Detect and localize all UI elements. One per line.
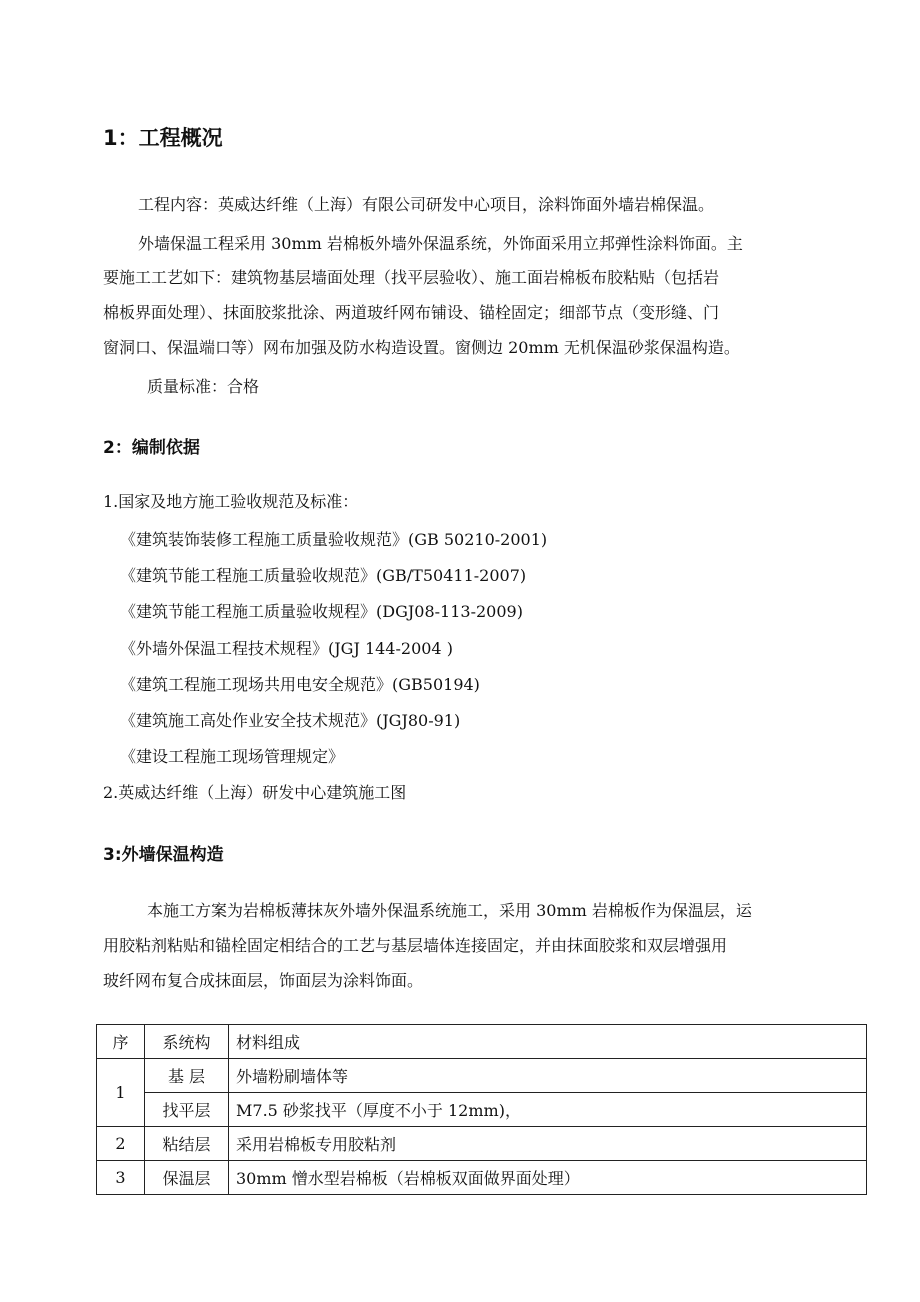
table-row xyxy=(97,1059,867,1093)
header-no: 序 xyxy=(97,1025,145,1059)
basis-item-1: 1.国家及地方施工验收规范及标准： xyxy=(103,492,359,511)
standard-item: 《建筑节能工程施工质量验收规程》(DGJ08-113-2009) xyxy=(120,602,523,621)
table-row xyxy=(97,1093,867,1127)
standard-item: 《建设工程施工现场管理规定》 xyxy=(120,747,345,766)
row-layer: 保温层 xyxy=(145,1161,229,1195)
construction-description-line: 玻纤网布复合成抹面层，饰面层为涂料饰面。 xyxy=(103,971,424,990)
quality-standard-line: 质量标准：合格 xyxy=(147,377,260,396)
standard-item: 《建筑工程施工现场共用电安全规范》(GB50194) xyxy=(120,675,480,694)
table-row xyxy=(97,1161,867,1195)
row-material: 外墙粉刷墙体等 xyxy=(229,1059,867,1093)
standard-item: 《外墙外保温工程技术规程》(JGJ 144-2004 ) xyxy=(120,639,453,658)
construction-description-line: 本施工方案为岩棉板薄抹灰外墙外保温系统施工，采用 30mm 岩棉板作为保温层，运 xyxy=(147,901,752,920)
row-no: 3 xyxy=(97,1161,145,1195)
system-description-line: 窗洞口、保温端口等）网布加强及防水构造设置。窗侧边 20mm 无机保温砂浆保温构造。 xyxy=(103,338,740,357)
row-material: 采用岩棉板专用胶粘剂 xyxy=(229,1127,867,1161)
section3-title: 3:外墙保温构造 xyxy=(103,845,224,865)
insulation-system-table xyxy=(96,1024,867,1195)
project-content-line: 工程内容：英威达纤维（上海）有限公司研发中心项目，涂料饰面外墙岩棉保温。 xyxy=(138,195,715,214)
row-material: M7.5 砂浆找平（厚度不小于 12mm)， xyxy=(229,1093,867,1127)
row-layer: 基 层 xyxy=(145,1059,229,1093)
standard-item: 《建筑施工高处作业安全技术规范》(JGJ80-91) xyxy=(120,711,461,730)
row-layer: 粘结层 xyxy=(145,1127,229,1161)
section1-title: 1：工程概况 xyxy=(103,126,223,150)
system-description-line: 棉板界面处理）、抹面胶浆批涂、两道玻纤网布铺设、锚栓固定；细部节点（变形缝、门 xyxy=(103,303,720,322)
section2-title: 2：编制依据 xyxy=(103,438,200,458)
header-material: 材料组成 xyxy=(229,1025,867,1059)
header-layer: 系统构 xyxy=(145,1025,229,1059)
row-no: 1 xyxy=(97,1059,145,1127)
system-description-line: 外墙保温工程采用 30mm 岩棉板外墙外保温系统，外饰面采用立邦弹性涂料饰面。主 xyxy=(138,234,743,253)
standard-item: 《建筑装饰装修工程施工质量验收规范》(GB 50210-2001) xyxy=(120,530,548,549)
table-row xyxy=(97,1127,867,1161)
row-layer: 找平层 xyxy=(145,1093,229,1127)
basis-item-2: 2.英威达纤维（上海）研发中心建筑施工图 xyxy=(103,783,407,802)
construction-description-line: 用胶粘剂粘贴和锚栓固定相结合的工艺与基层墙体连接固定，并由抹面胶浆和双层增强用 xyxy=(103,936,728,955)
row-no: 2 xyxy=(97,1127,145,1161)
table-header-row xyxy=(97,1025,867,1059)
standard-item: 《建筑节能工程施工质量验收规范》(GB/T50411-2007) xyxy=(120,566,527,585)
row-material: 30mm 憎水型岩棉板（岩棉板双面做界面处理） xyxy=(229,1161,867,1195)
system-description-line: 要施工工艺如下：建筑物基层墙面处理（找平层验收）、施工面岩棉板布胶粘贴（包括岩 xyxy=(103,268,720,287)
